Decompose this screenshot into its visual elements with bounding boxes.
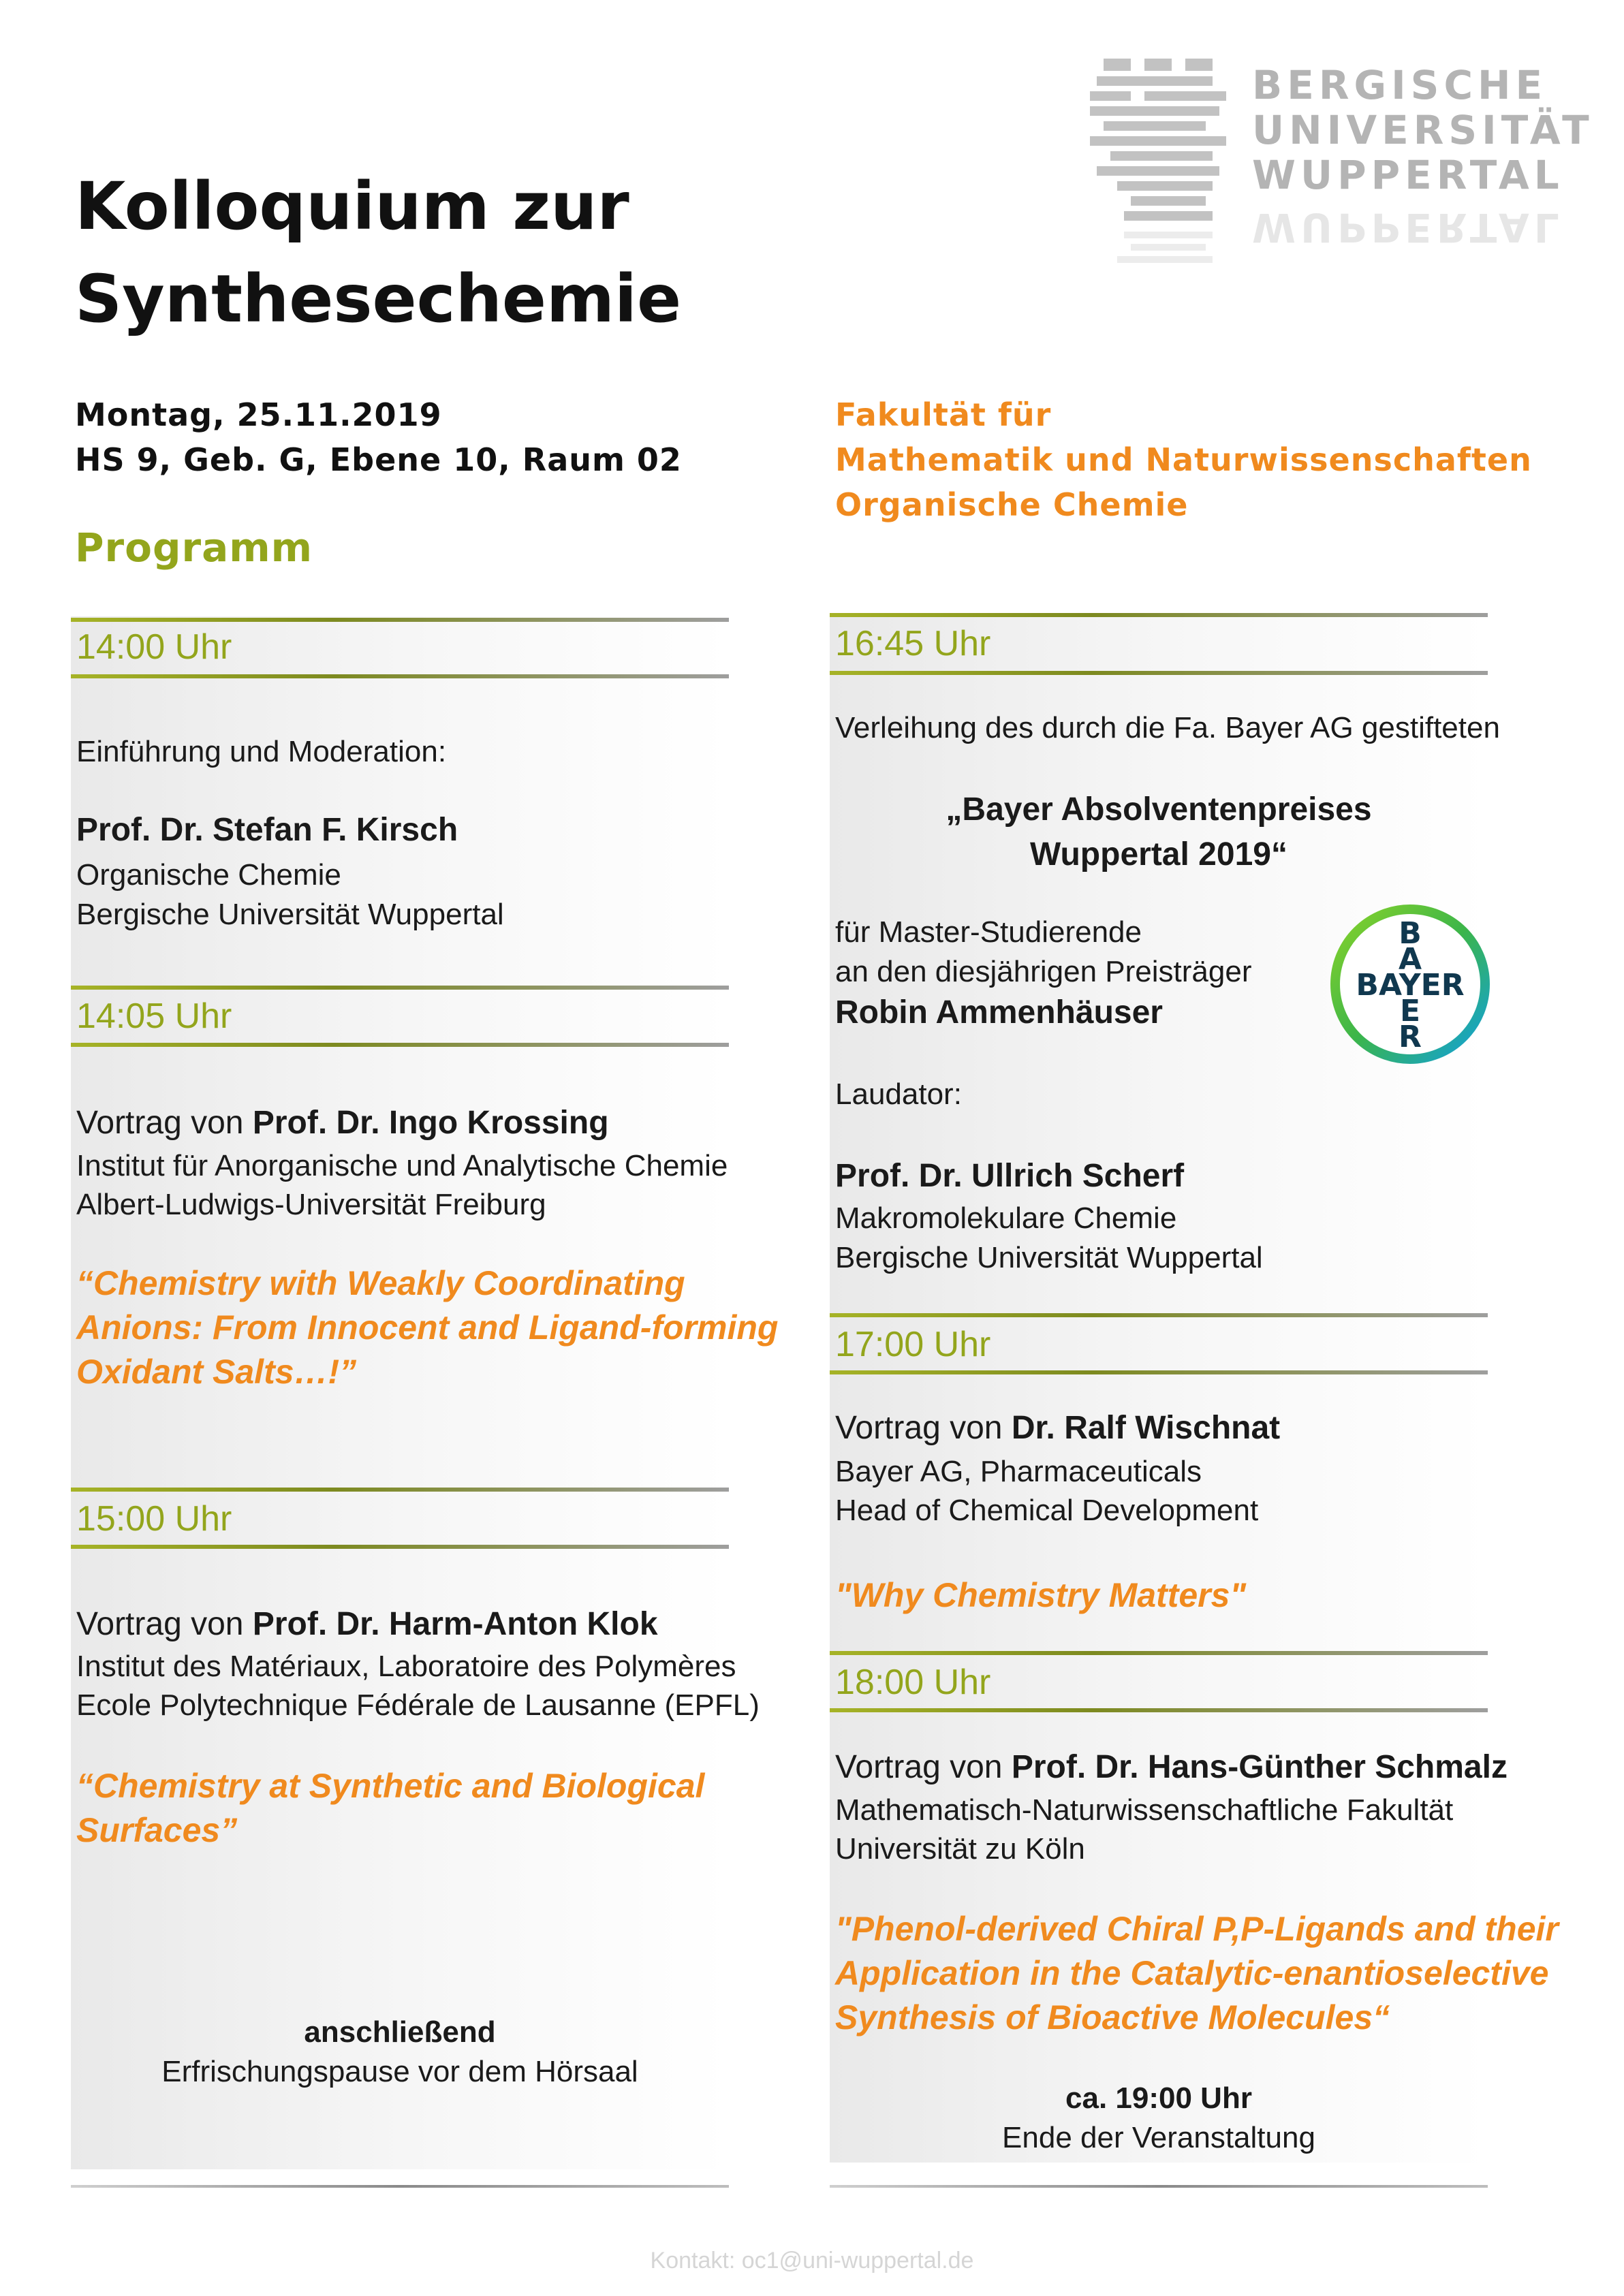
bayer-logo-letter: B xyxy=(1399,916,1422,951)
divider xyxy=(830,613,1488,617)
divider xyxy=(71,674,729,678)
speaker-affiliation-1: Mathematisch-Naturwissenschaftliche Fakultät xyxy=(835,1793,1454,1827)
speaker-name: Prof. Dr. Harm-Anton Klok xyxy=(252,1606,658,1642)
speaker-prefix: Vortrag von xyxy=(835,1749,1012,1785)
speaker-affiliation-2: Ecole Polytechnique Fédérale de Lausanne (EPFL) xyxy=(76,1688,760,1722)
time-label: 15:00 Uhr xyxy=(76,1499,232,1539)
logo-reflection-line: WUPPERTAL xyxy=(1252,204,1564,251)
divider xyxy=(830,1370,1488,1374)
divider xyxy=(71,1043,729,1047)
logo-line-1: BERGISCHE xyxy=(1252,62,1548,108)
speaker-line xyxy=(835,1409,1280,1448)
title-line-2: Synthesechemie xyxy=(75,261,682,337)
event-location: HS 9, Geb. G, Ebene 10, Raum 02 xyxy=(75,441,682,478)
talk-title xyxy=(835,1907,1559,2040)
university-logo-text xyxy=(1252,63,1594,198)
divider xyxy=(830,671,1488,675)
logo-line-3: WUPPERTAL xyxy=(1252,152,1564,198)
award-title-line-2: Wuppertal 2019“ xyxy=(1030,836,1287,872)
divider xyxy=(71,618,729,622)
speaker-line xyxy=(76,1103,609,1143)
moderator-affiliation-1: Organische Chemie xyxy=(76,858,341,892)
contact-footer: Kontakt: oc1@uni-wuppertal.de xyxy=(650,2248,974,2274)
divider xyxy=(71,1545,729,1549)
award-title-line-1: „Bayer Absolventenpreises xyxy=(946,791,1372,828)
laudator-affiliation-2: Bergische Universität Wuppertal xyxy=(835,1241,1263,1274)
faculty-line-3: Organische Chemie xyxy=(835,486,1189,523)
break-text: Erfrischungspause vor dem Hörsaal xyxy=(161,2055,638,2088)
talk-title-line: Application in the Catalytic-enantioselective xyxy=(835,1954,1549,1992)
intro-text: Einführung und Moderation: xyxy=(76,735,447,768)
laudator-label: Laudator: xyxy=(835,1078,962,1111)
speaker-name: Dr. Ralf Wischnat xyxy=(1011,1410,1281,1446)
faculty-line-2: Mathematik und Naturwissenschaften xyxy=(835,441,1532,478)
faculty-block xyxy=(835,392,1532,527)
end-text: Ende der Veranstaltung xyxy=(1002,2121,1315,2154)
break-bold-text: anschließend xyxy=(304,2015,496,2049)
divider xyxy=(71,986,729,990)
end-bold xyxy=(830,2079,1488,2118)
bayer-logo-icon xyxy=(1328,902,1492,1066)
bayer-logo-horizontal: BAYER xyxy=(1356,968,1465,1003)
talk-title-line: Surfaces” xyxy=(76,1811,238,1849)
talk-title xyxy=(76,1261,778,1394)
bayer-logo-letter: A xyxy=(1398,942,1422,977)
time-label: 16:45 Uhr xyxy=(835,624,991,663)
event-info xyxy=(75,392,682,482)
award-intro: Verleihung des durch die Fa. Bayer AG gestifteten xyxy=(835,711,1500,744)
time-label: 18:00 Uhr xyxy=(835,1663,991,1702)
divider xyxy=(71,1488,729,1492)
divider xyxy=(830,1313,1488,1317)
award-winner xyxy=(835,993,1163,1033)
talk-title-line: “Chemistry with Weakly Coordinating xyxy=(76,1264,685,1302)
time-label: 14:05 Uhr xyxy=(76,996,232,1036)
award-title-line xyxy=(830,832,1488,877)
laudator-name-text: Prof. Dr. Ullrich Scherf xyxy=(835,1158,1185,1194)
speaker-affiliation-1: Institut des Matériaux, Laboratoire des Polymères xyxy=(76,1650,736,1683)
talk-title-line: "Phenol-derived Chiral P,P-Ligands and their xyxy=(835,1910,1559,1948)
speaker-name: Prof. Dr. Ingo Krossing xyxy=(252,1105,609,1141)
award-title-line xyxy=(830,787,1488,832)
moderator-affiliation-2: Bergische Universität Wuppertal xyxy=(76,898,504,931)
speaker-prefix: Vortrag von xyxy=(76,1105,253,1141)
moderator-name-text: Prof. Dr. Stefan F. Kirsch xyxy=(76,812,458,848)
faculty-line-1: Fakultät für xyxy=(835,396,1052,433)
laudator-affiliation-1: Makromolekulare Chemie xyxy=(835,1201,1177,1235)
bayer-logo-letter: R xyxy=(1399,1020,1422,1054)
award-title xyxy=(830,787,1488,877)
bottom-divider xyxy=(71,2185,729,2188)
speaker-prefix: Vortrag von xyxy=(835,1410,1012,1446)
title-line-1: Kolloquium zur xyxy=(75,168,629,245)
program-heading: Programm xyxy=(75,524,313,571)
speaker-prefix: Vortrag von xyxy=(76,1606,253,1642)
talk-title-line: Synthesis of Bioactive Molecules“ xyxy=(835,1998,1390,2036)
university-logo-reflection xyxy=(1252,204,1564,251)
award-winner-name: Robin Ammenhäuser xyxy=(835,994,1163,1031)
talk-title xyxy=(76,1764,704,1853)
university-logo xyxy=(1083,53,1594,285)
bottom-divider xyxy=(830,2185,1488,2188)
talk-title: "Why Chemistry Matters" xyxy=(835,1576,1247,1614)
speaker-affiliation-1: Bayer AG, Pharmaceuticals xyxy=(835,1455,1202,1488)
logo-line-2: UNIVERSITÄT xyxy=(1252,107,1594,153)
talk-title-line: Oxidant Salts…!” xyxy=(76,1353,357,1391)
lion-emblem-icon xyxy=(1083,53,1240,278)
speaker-affiliation-2: Head of Chemical Development xyxy=(835,1494,1259,1527)
laudator-name xyxy=(835,1157,1184,1196)
event-date: Montag, 25.11.2019 xyxy=(75,396,442,433)
talk-title-line: “Chemistry at Synthetic and Biological xyxy=(76,1767,705,1805)
bayer-logo-letter: E xyxy=(1399,994,1421,1028)
moderator-name xyxy=(76,811,458,850)
end-bold-text: ca. 19:00 Uhr xyxy=(1065,2081,1252,2115)
speaker-affiliation-2: Albert-Ludwigs-Universität Freiburg xyxy=(76,1188,546,1221)
end-info xyxy=(830,2079,1488,2158)
time-label: 14:00 Uhr xyxy=(76,627,232,667)
speaker-line xyxy=(76,1605,658,1644)
break-bold xyxy=(71,2013,729,2052)
break-info xyxy=(71,2013,729,2092)
divider xyxy=(830,1651,1488,1655)
award-for-1: für Master-Studierende xyxy=(835,915,1142,949)
award-for-2: an den diesjährigen Preisträger xyxy=(835,955,1252,988)
speaker-line xyxy=(835,1748,1508,1787)
speaker-affiliation-2: Universität zu Köln xyxy=(835,1832,1085,1866)
talk-title-line: Anions: From Innocent and Ligand-forming xyxy=(76,1308,779,1347)
divider xyxy=(830,1708,1488,1712)
time-label: 17:00 Uhr xyxy=(835,1325,991,1364)
speaker-affiliation-1: Institut für Anorganische und Analytische Chemie xyxy=(76,1149,728,1182)
page-title xyxy=(75,160,681,345)
speaker-name: Prof. Dr. Hans-Günther Schmalz xyxy=(1011,1749,1508,1785)
